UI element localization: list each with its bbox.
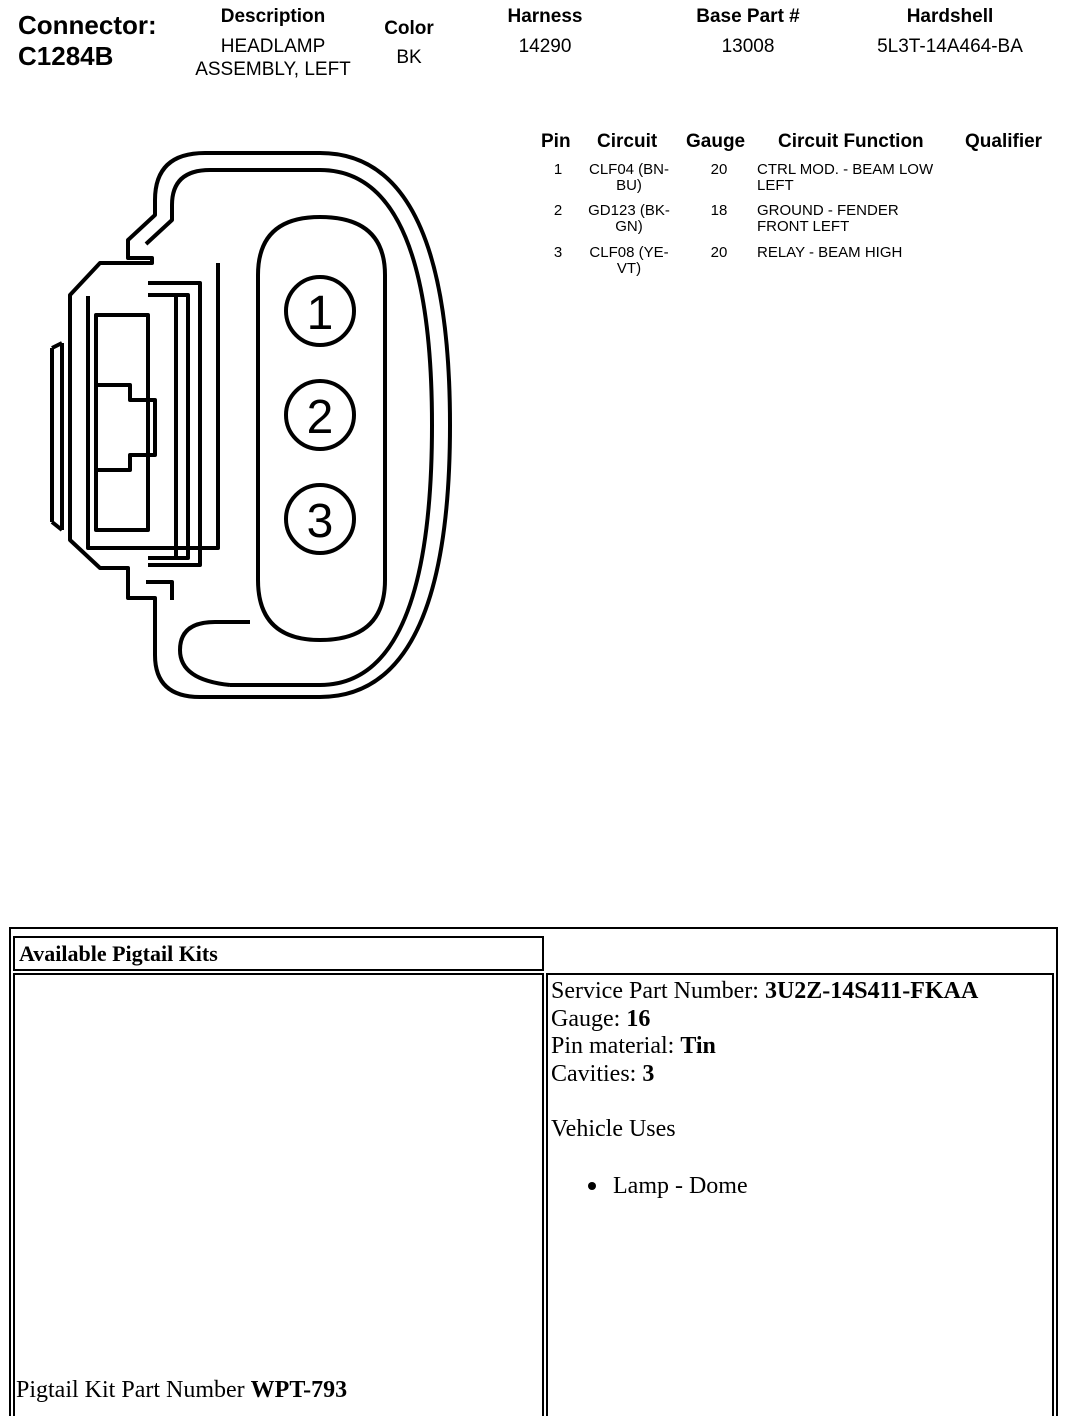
hardshell-header: Hardshell <box>906 6 994 27</box>
row-1-circuit-line-2: BU) <box>616 177 642 194</box>
cavities <box>551 1060 654 1088</box>
gauge-column-header: Gauge <box>686 131 746 152</box>
latch-inner <box>96 315 148 530</box>
row-1-pin: 1 <box>553 161 563 178</box>
vehicle-uses-heading: Vehicle Uses <box>551 1116 676 1142</box>
pigtail-title-cell <box>13 936 544 971</box>
connector-id: C1284B <box>18 41 114 71</box>
vehicle-use-bullet <box>588 1182 596 1190</box>
row-3-function <box>757 245 957 261</box>
row-2-gauge: 18 <box>710 202 728 219</box>
row-3-function-line-1: RELAY - BEAM HIGH <box>757 244 903 261</box>
function-column-header: Circuit Function <box>778 131 924 152</box>
service-part-value: 3U2Z-14S411-FKAA <box>764 978 979 1004</box>
row-3-circuit <box>583 245 675 277</box>
pin-2-label: 2 <box>306 391 334 444</box>
hardshell-value: 5L3T-14A464-BA <box>877 36 1023 57</box>
pigtail-kit-part-number <box>16 1376 347 1404</box>
row-2-function-line-1: GROUND - FENDER <box>757 202 899 219</box>
service-part-number <box>551 977 978 1005</box>
row-2-circuit-line-2: GN) <box>615 218 643 235</box>
pigtail-gauge <box>551 1005 650 1033</box>
description-header: Description <box>220 6 326 27</box>
color-header: Color <box>384 18 434 39</box>
row-2-pin: 2 <box>553 202 563 219</box>
pigtail-gauge-label: Gauge: <box>551 1006 627 1032</box>
row-1-function-line-1: CTRL MOD. - BEAM LOW <box>757 161 934 178</box>
row-2-circuit-line-1: GD123 (BK- <box>588 202 670 219</box>
qualifier-column-header: Qualifier <box>965 131 1043 152</box>
row-3-circuit-line-2: VT) <box>616 260 642 277</box>
harness-header: Harness <box>507 6 583 27</box>
row-1-gauge: 20 <box>710 161 728 178</box>
row-1-circuit <box>583 162 675 194</box>
connector-diagram <box>0 0 520 720</box>
pin-1-label: 1 <box>306 287 334 340</box>
row-2-function <box>757 203 957 235</box>
row-3-pin: 3 <box>553 244 563 261</box>
pin-material <box>551 1032 716 1060</box>
row-2-circuit <box>583 203 675 235</box>
pigtail-image-cell <box>13 973 544 1416</box>
pigtail-title: Available Pigtail Kits <box>19 941 218 966</box>
connector-label-text: Connector: <box>18 10 157 40</box>
housing-hook <box>180 622 250 685</box>
row-1-circuit-line-1: CLF04 (BN- <box>588 161 670 178</box>
description-line-2: ASSEMBLY, LEFT <box>195 59 351 80</box>
pin-material-value: Tin <box>680 1033 716 1059</box>
description-line-1: HEADLAMP <box>220 36 326 57</box>
row-1-function-line-2: LEFT <box>757 177 794 194</box>
cavities-label: Cavities: <box>551 1061 643 1087</box>
base-part-header: Base Part # <box>696 6 800 27</box>
pigtail-gauge-value: 16 <box>626 1006 651 1032</box>
row-3-gauge: 20 <box>710 244 728 261</box>
cavities-value: 3 <box>642 1061 655 1087</box>
row-3-circuit-line-1: CLF08 (YE- <box>589 244 669 261</box>
pin-column-header: Pin <box>541 131 571 152</box>
color-value: BK <box>396 47 422 68</box>
pin-3-label: 3 <box>306 495 334 548</box>
harness-value: 14290 <box>518 36 572 57</box>
pigtail-kit-part-value: WPT-793 <box>250 1377 348 1403</box>
row-1-function <box>757 162 957 194</box>
vehicle-use-item: Lamp - Dome <box>613 1173 748 1199</box>
pin-material-label: Pin material: <box>551 1033 681 1059</box>
pigtail-kit-part-label: Pigtail Kit Part Number <box>16 1377 251 1403</box>
side-lines <box>52 343 62 530</box>
service-part-label: Service Part Number: <box>551 978 765 1004</box>
base-part-value: 13008 <box>721 36 775 57</box>
circuit-column-header: Circuit <box>597 131 658 152</box>
row-2-function-line-2: FRONT LEFT <box>757 218 850 235</box>
